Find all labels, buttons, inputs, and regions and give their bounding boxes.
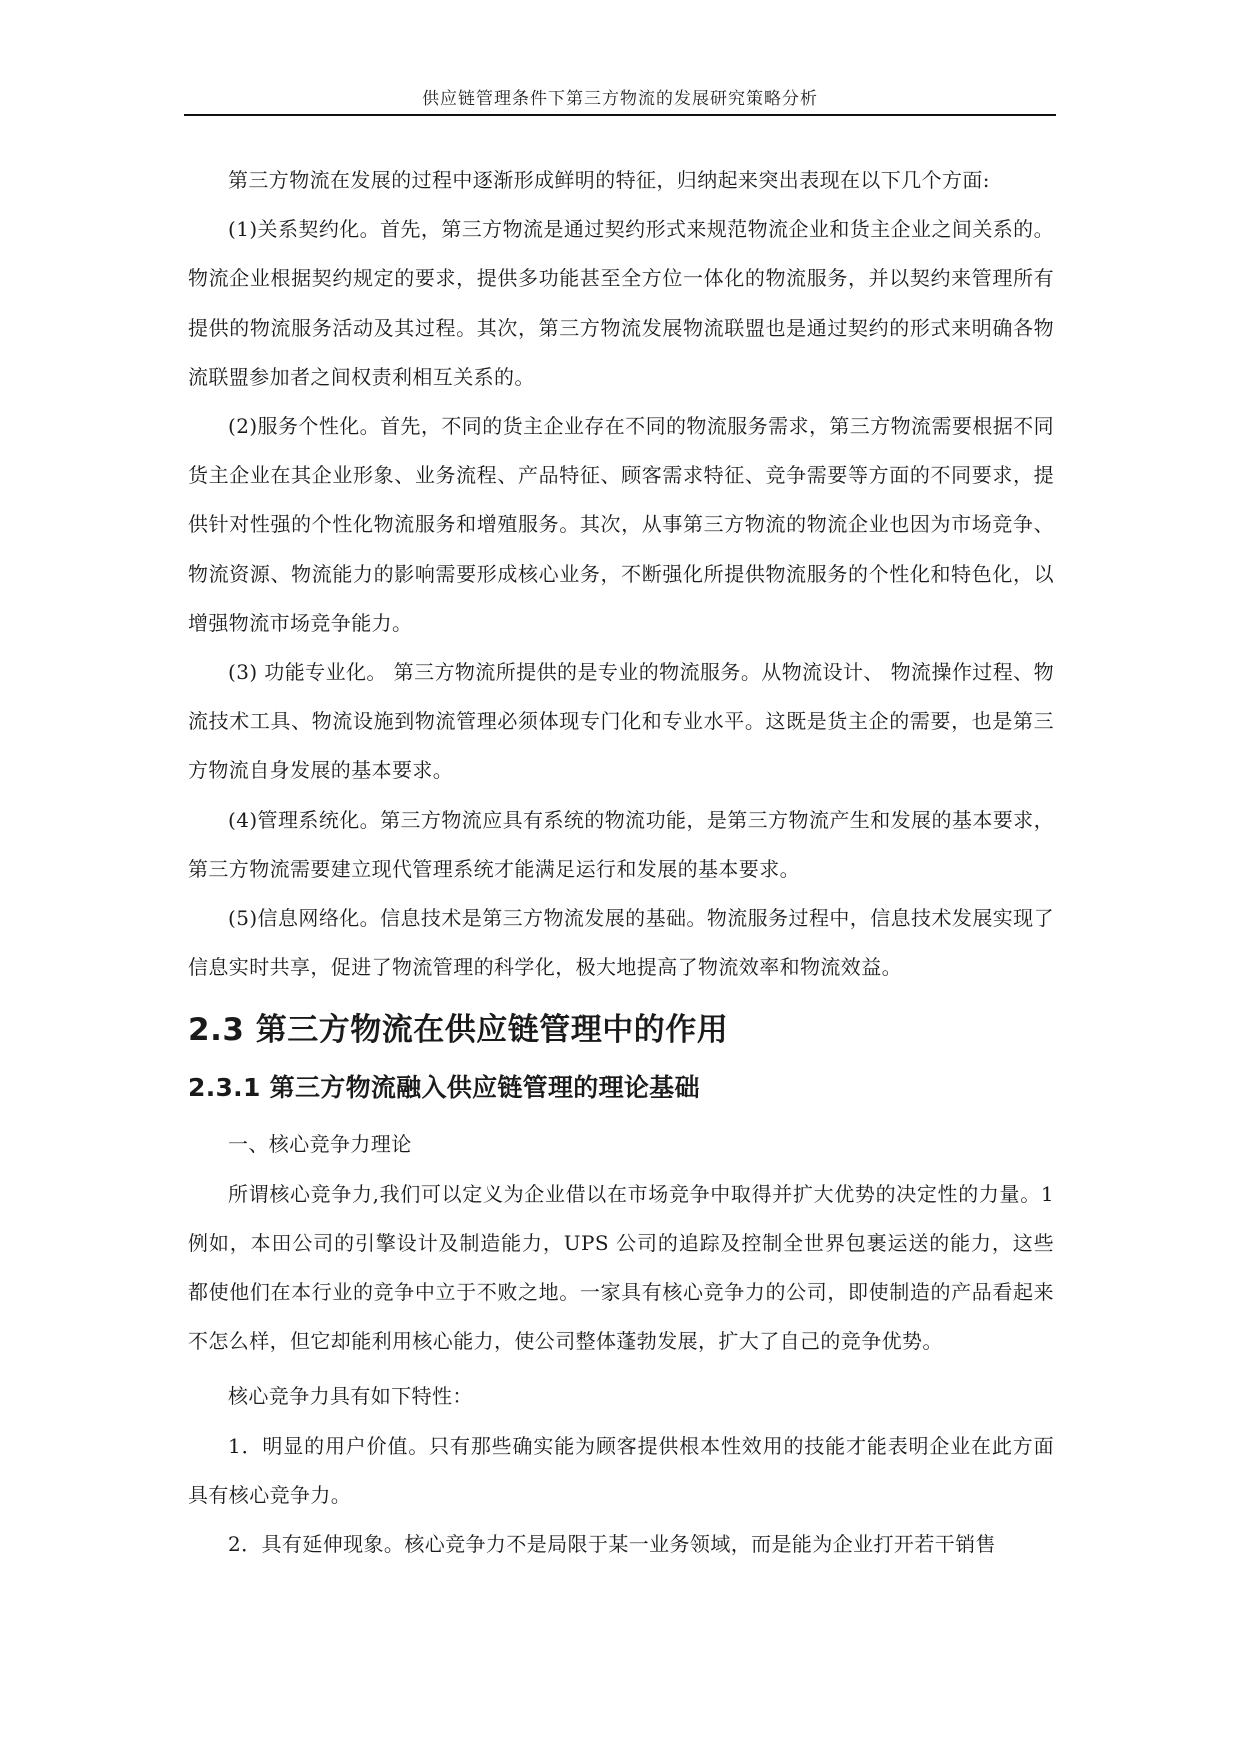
feature-item-1: (1)关系契约化。首先，第三方物流是通过契约形式来规范物流企业和货主企业之间关系的。物流企业根据契约规定的要求，提供多功能甚至全方位一体化的物流服务，并以契约来管理所有提供的物流服务活动及其过程。其次，第三方物流发展物流联盟也是通过契约的形式来明确各物流联盟参加者之间权责利相互关系的。 (188, 217, 1054, 389)
feature-item-4: (4)管理系统化。第三方物流应具有系统的物流功能，是第三方物流产生和发展的基本要求，第三方物流需要建立现代管理系统才能满足运行和发展的基本要求。 (188, 807, 1054, 881)
traits-intro: 核心竞争力具有如下特性： (228, 1384, 473, 1409)
intro-paragraph: 第三方物流在发展的过程中逐渐形成鲜明的特征，归纳起来突出表现在以下几个方面: (228, 168, 990, 192)
feature-item-5: (5)信息网络化。信息技术是第三方物流发展的基础。物流服务过程中，信息技术发展实现了信息实时共享，促进了物流管理的科学化，极大地提高了物流效率和物流效益。 (188, 906, 1054, 980)
trait-item-2: 2．具有延伸现象。核心竞争力不是局限于某一业务领域，而是能为企业打开若干销售 (228, 1532, 996, 1557)
page-content (188, 156, 1054, 1569)
subsection-heading: 2.3.1 第三方物流融入供应链管理的理论基础 (188, 1073, 700, 1103)
running-header: 供应链管理条件下第三方物流的发展研究策略分析 (422, 89, 818, 109)
trait-item-1: 1．明显的用户价值。只有那些确实能为顾客提供根本性效用的技能才能表明企业在此方面具有核心竞争力。 (188, 1433, 1054, 1507)
feature-item-2: (2)服务个性化。首先，不同的货主企业存在不同的物流服务需求，第三方物流需要根据不同货主企业在其企业形象、业务流程、产品特征、顾客需求特征、竞争需要等方面的不同要求，提供针对性强的个性化物流服务和增殖服务。其次，从事第三方物流的物流企业也因为市场竞争、物流资源、物流能力的影响需要形成核心业务，不断强化所提供物流服务的个性化和特色化，以增强物流市场竞争能力。 (188, 414, 1054, 635)
header-rule (184, 114, 1056, 116)
theory-title: 一、核心竞争力理论 (228, 1132, 412, 1157)
section-heading: 2.3 第三方物流在供应链管理中的作用 (188, 1012, 729, 1049)
theory-paragraph: 所谓核心竞争力,我们可以定义为企业借以在市场竞争中取得并扩大优势的决定性的力量。1 例如，本田公司的引擎设计及制造能力，UPS 公司的追踪及控制全世界包裹运送的能力，这些都使他们在本行业的竞争中立于不败之地。一家具有核心竞争力的公司，即使制造的产品看起来不怎么样，但它却能利用核心能力，使公司整体蓬勃发展，扩大了自己的竞争优势。 (188, 1181, 1054, 1354)
feature-item-3: (3) 功能专业化。 第三方物流所提供的是专业的物流服务。从物流设计、 物流操作过程、物流技术工具、物流设施到物流管理必须体现专门化和专业水平。这既是货主企的需要，也是第三方物流自身发展的基本要求。 (188, 660, 1054, 783)
